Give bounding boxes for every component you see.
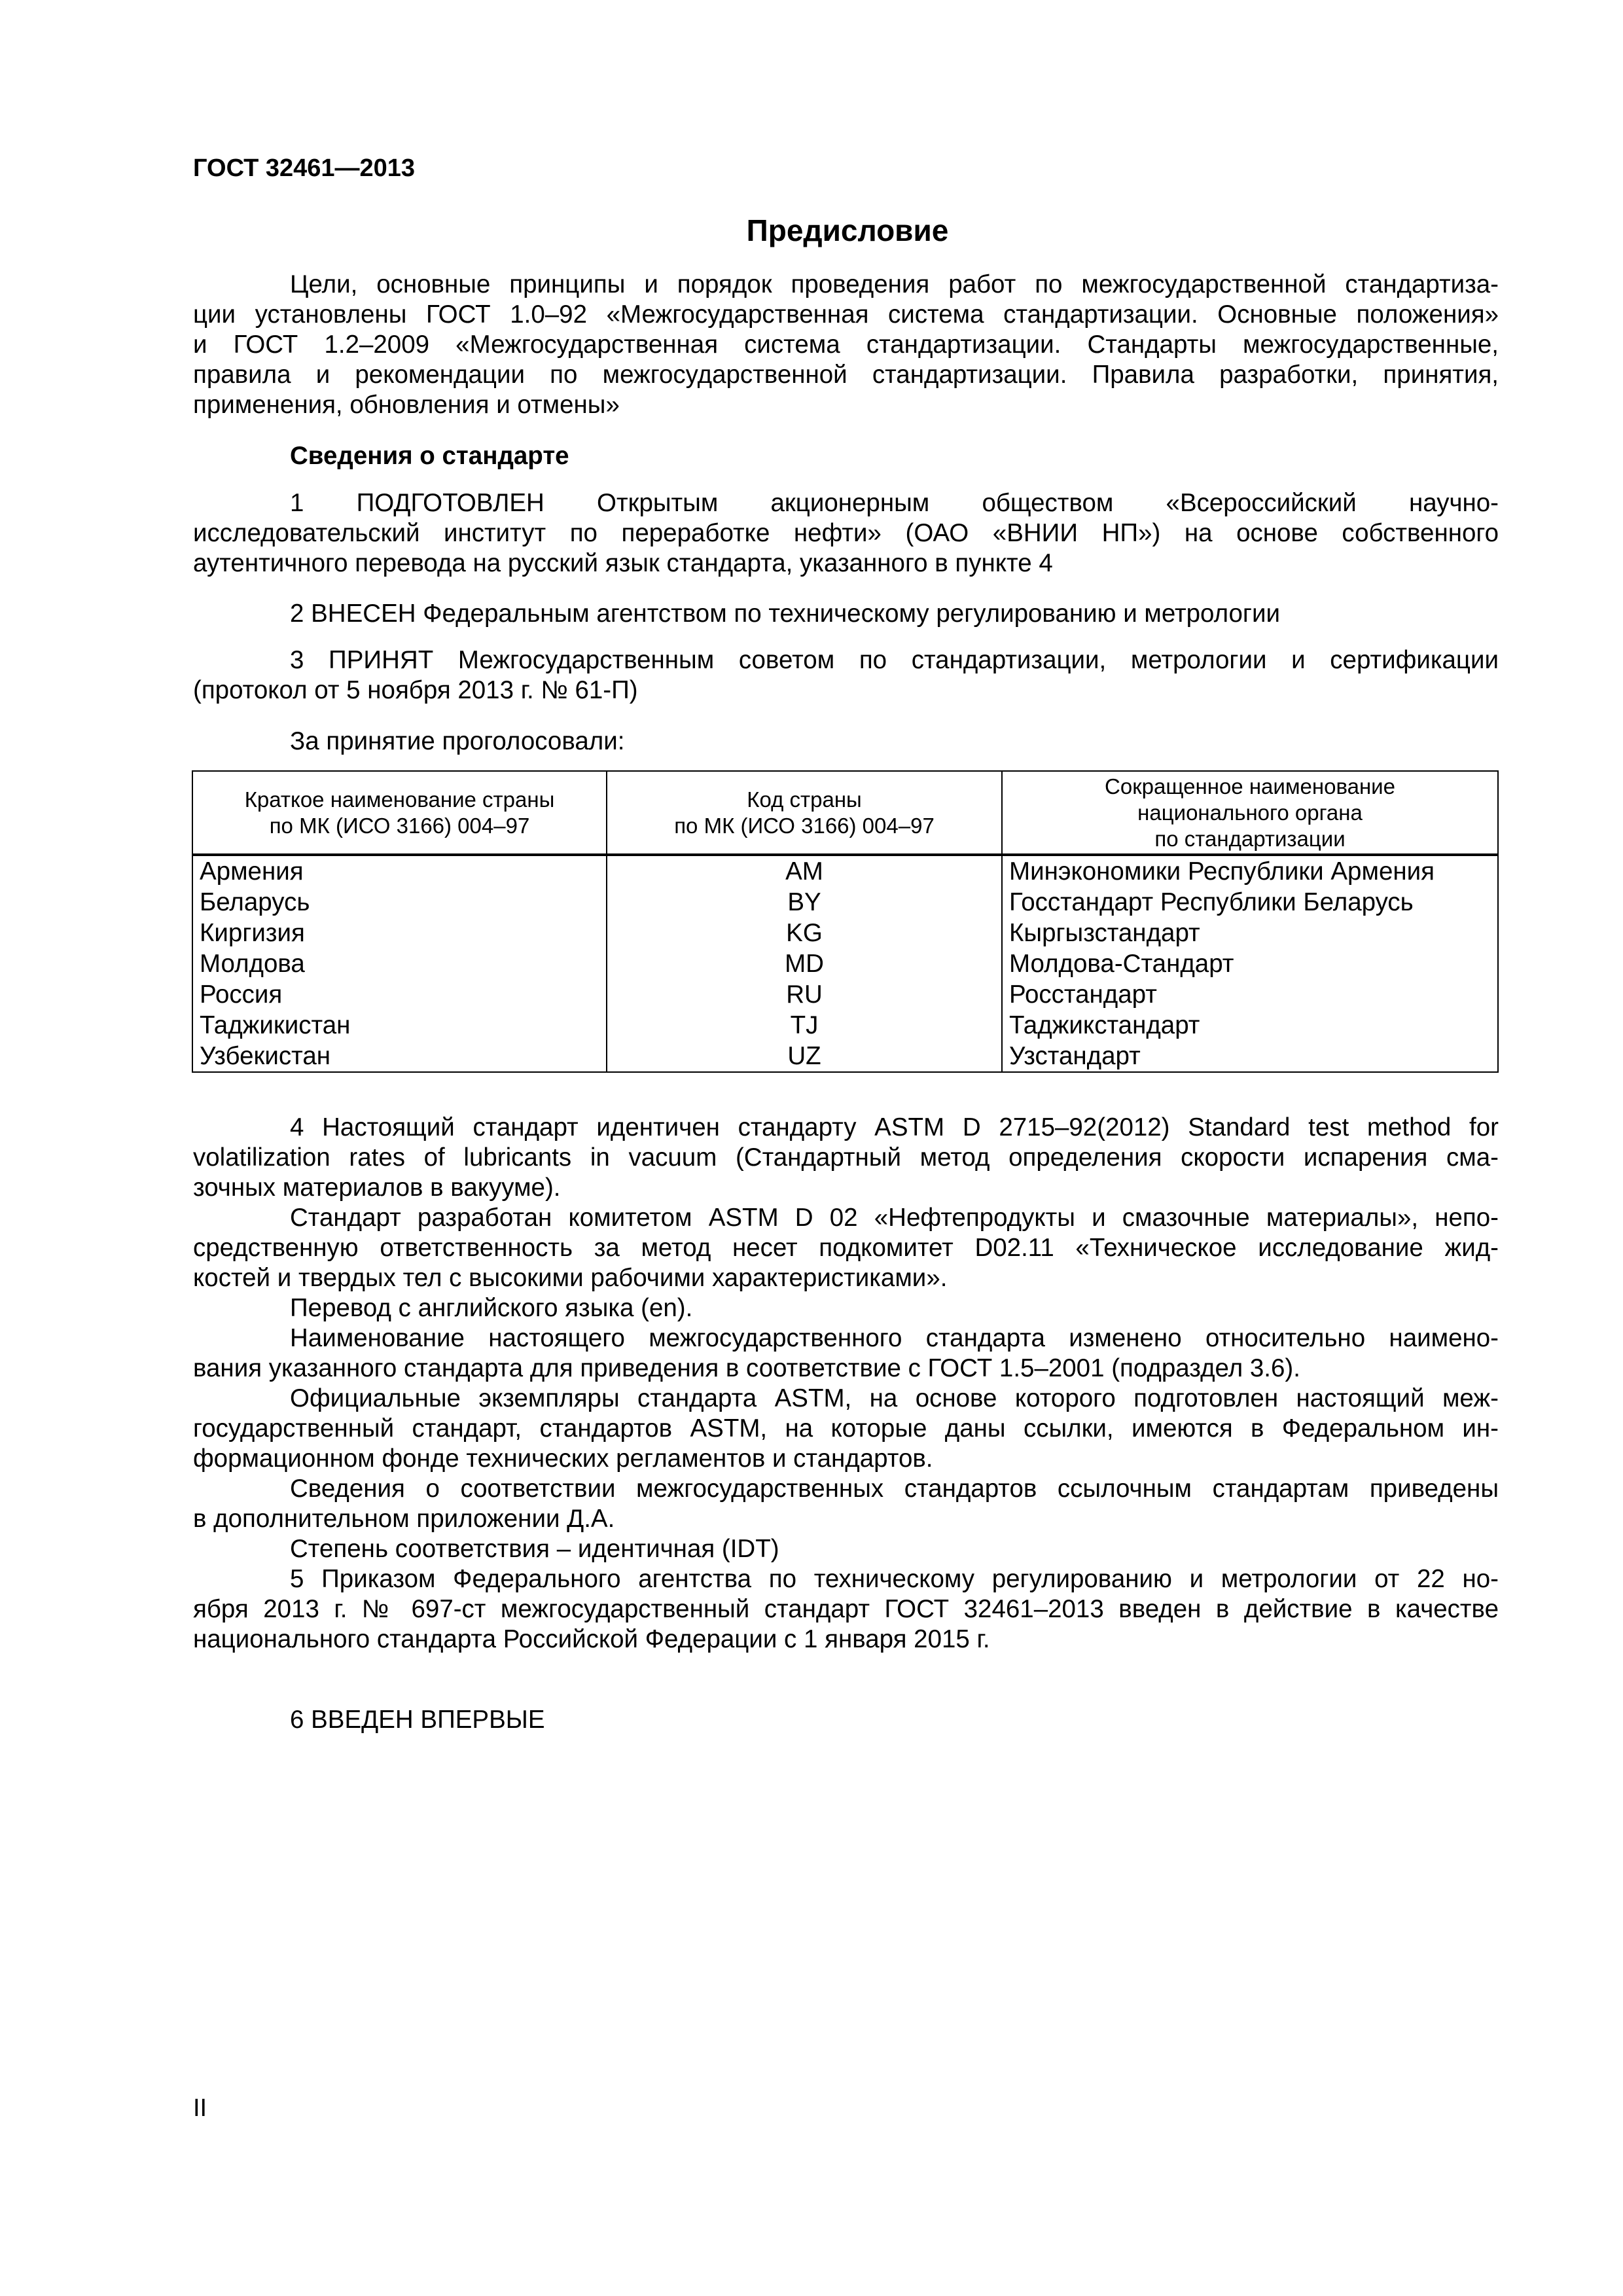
intro-line: правила и рекомендации по межгосударственной стандартизации. Правила разработки, принятия,	[193, 361, 1499, 389]
table-row	[192, 855, 1498, 887]
item-4-line: Перевод с английского языка (en).	[290, 1294, 693, 1322]
item-4-line: Сведения о соответствии межгосударственных стандартов ссылочным стандартам приведены	[290, 1475, 1499, 1503]
table-header-country	[192, 771, 607, 855]
header-text: по МК (ИСО 3166) 004–97	[674, 813, 935, 838]
table-row	[192, 887, 1498, 918]
intro-line: ции установлены ГОСТ 1.0–92 «Межгосударственная система стандартизации. Основные положения»	[193, 300, 1499, 329]
country-cell: Молдова	[192, 948, 607, 979]
item-3-paragraph	[193, 645, 1499, 706]
code-cell: KG	[607, 918, 1002, 948]
country-cell: Беларусь	[192, 887, 607, 918]
body-cell: Госстандарт Республики Беларусь	[1002, 887, 1498, 918]
code-cell: AM	[607, 855, 1002, 887]
page-number: II	[193, 2094, 207, 2122]
country-cell: Армения	[192, 855, 607, 887]
country-cell: Узбекистан	[192, 1041, 607, 1072]
country-cell: Таджикистан	[192, 1010, 607, 1041]
item-4-section	[193, 1113, 1499, 1655]
code-cell: UZ	[607, 1041, 1002, 1072]
country-cell: Киргизия	[192, 918, 607, 948]
item-4-line: зочных материалов в вакууме).	[193, 1174, 561, 1202]
item-5-line: 5 Приказом Федерального агентства по техническому регулированию и метрологии от 22 но-	[290, 1565, 1499, 1593]
item-3-line: (протокол от 5 ноября 2013 г. № 61-П)	[193, 676, 638, 704]
item-4-line: вания указанного стандарта для приведения в соответствие с ГОСТ 1.5–2001 (подраздел 3.6).	[193, 1354, 1300, 1382]
intro-paragraph	[193, 270, 1499, 420]
section-title: Предисловие	[746, 213, 949, 247]
item-4-line: средственную ответственность за метод несет подкомитет D02.11 «Техническое исследование жид-	[193, 1234, 1499, 1262]
intro-line: и ГОСТ 1.2–2009 «Межгосударственная система стандартизации. Стандарты межгосударственные,	[193, 331, 1499, 359]
code-cell: MD	[607, 948, 1002, 979]
country-cell: Россия	[192, 979, 607, 1010]
code-cell: TJ	[607, 1010, 1002, 1041]
item-4-line: формационном фонде технических регламентов и стандартов.	[193, 1444, 933, 1473]
table-header-code	[607, 771, 1002, 855]
table-row	[192, 1041, 1498, 1072]
body-cell: Узстандарт	[1002, 1041, 1498, 1072]
voting-countries-table	[192, 770, 1499, 1073]
table-header-body	[1002, 771, 1498, 855]
item-4-line: костей и твердых тел с высокими рабочими характеристиками».	[193, 1264, 948, 1292]
item-1-line: исследовательский институт по переработке нефти» (ОАО «ВНИИ НП») на основе собственного	[193, 519, 1499, 547]
item-4-line: государственный стандарт, стандартов ASTM, на которые даны ссылки, имеются в Федеральном ин-	[193, 1414, 1499, 1443]
item-3-line: 3 ПРИНЯТ Межгосударственным советом по стандартизации, метрологии и сертификации	[290, 646, 1499, 674]
item-4-line: 4 Настоящий стандарт идентичен стандарту ASTM D 2715–92(2012) Standard test method for	[290, 1113, 1499, 1141]
code-cell: BY	[607, 887, 1002, 918]
header-text: национального органа	[1137, 800, 1363, 825]
item-4-line: volatilization rates of lubricants in vacuum (Стандартный метод определения скорости испарения сма-	[193, 1143, 1499, 1172]
table-row	[192, 1010, 1498, 1041]
item-4-line: Стандарт разработан комитетом ASTM D 02 «Нефтепродукты и смазочные материалы», непо-	[290, 1204, 1499, 1232]
item-1-line: аутентичного перевода на русский язык стандарта, указанного в пункте 4	[193, 549, 1053, 577]
table-header-row	[192, 771, 1498, 855]
item-5-line: ября 2013 г. № 697-ст межгосударственный стандарт ГОСТ 32461–2013 введен в действие в качестве	[193, 1595, 1499, 1623]
document-code: ГОСТ 32461—2013	[193, 154, 416, 182]
item-1-line: 1 ПОДГОТОВЛЕН Открытым акционерным обществом «Всероссийский научно-	[290, 489, 1499, 517]
voted-label: За принятие проголосовали:	[290, 727, 625, 755]
body-cell: Минэкономики Республики Армения	[1002, 855, 1498, 887]
header-text: Краткое наименование страны	[244, 787, 555, 812]
item-2-paragraph: 2 ВНЕСЕН Федеральным агентством по техническому регулированию и метрологии	[290, 600, 1280, 628]
header-text: Код страны	[747, 787, 862, 812]
intro-line: Цели, основные принципы и порядок проведения работ по межгосударственной стандартиза-	[290, 270, 1499, 298]
intro-line: применения, обновления и отмены»	[193, 391, 620, 419]
item-6-paragraph: 6 ВВЕДЕН ВПЕРВЫЕ	[290, 1706, 545, 1734]
table-row	[192, 918, 1498, 948]
table-row	[192, 979, 1498, 1010]
header-text: по стандартизации	[1154, 826, 1346, 851]
body-cell: Кыргызстандарт	[1002, 918, 1498, 948]
header-text: по МК (ИСО 3166) 004–97	[269, 813, 530, 838]
about-standard-heading: Сведения о стандарте	[290, 442, 569, 470]
item-5-line: национального стандарта Российской Федерации с 1 января 2015 г.	[193, 1625, 990, 1653]
body-cell: Таджикстандарт	[1002, 1010, 1498, 1041]
header-text: Сокращенное наименование	[1105, 774, 1395, 798]
item-1-paragraph	[193, 488, 1499, 579]
body-cell: Молдова-Стандарт	[1002, 948, 1498, 979]
item-4-line: Степень соответствия – идентичная (IDT)	[290, 1535, 779, 1563]
item-4-line: Наименование настоящего межгосударственного стандарта изменено относительно наимено-	[290, 1324, 1499, 1352]
code-cell: RU	[607, 979, 1002, 1010]
item-4-line: в дополнительном приложении Д.А.	[193, 1505, 615, 1533]
table-row	[192, 948, 1498, 979]
item-4-line: Официальные экземпляры стандарта ASTM, на основе которого подготовлен настоящий меж-	[290, 1384, 1499, 1412]
body-cell: Росстандарт	[1002, 979, 1498, 1010]
